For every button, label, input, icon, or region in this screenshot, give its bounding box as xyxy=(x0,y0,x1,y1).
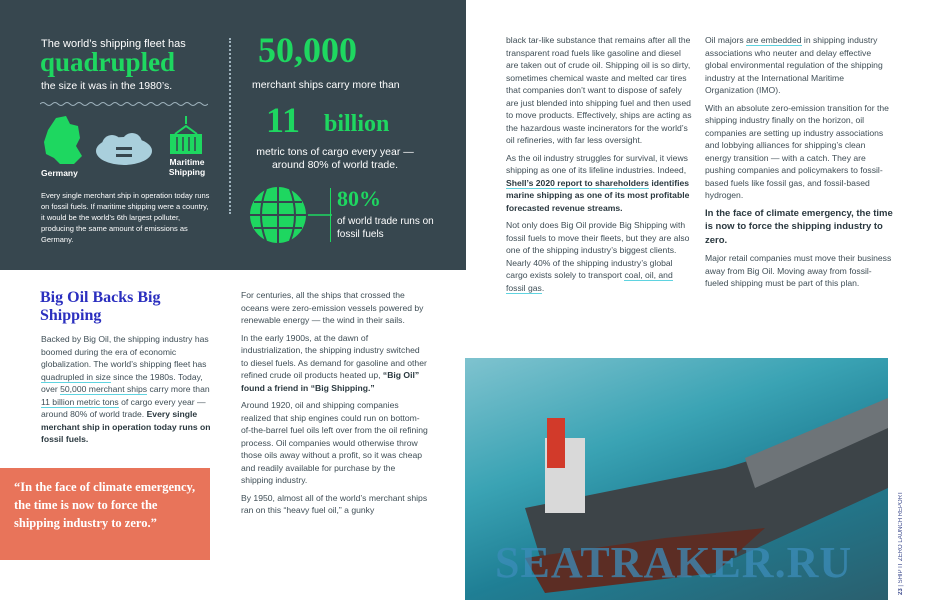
text: Oil majors xyxy=(705,35,747,45)
vertical-divider xyxy=(229,38,231,214)
quote-text: “In the face of climate emergency, the time is now to force the shipping industry to zero.” xyxy=(14,480,196,530)
link-metric-tons[interactable]: 11 billion metric tons xyxy=(41,396,119,407)
trade-text: of world trade runs on fossil fuels xyxy=(337,216,434,240)
bold-text: Every single merchant ship in operation today runs on fossil fuels. xyxy=(41,409,211,444)
page-number: 23 xyxy=(898,588,904,595)
trade-pct: 80% xyxy=(337,186,381,211)
fleet-outro: the size it was in the 1980’s. xyxy=(41,80,173,92)
text: carry more than xyxy=(147,384,210,394)
link-shell-report[interactable]: Shell’s 2020 report to shareholders xyxy=(506,177,649,188)
wave-divider xyxy=(40,100,208,108)
emissions-text: Every single merchant ship in operation today runs on fossil fuels. If maritime shipping were a country, it would be the world’s 6th largest polluter, producing the same amount of emissions as Germany. xyxy=(41,191,210,244)
link-embedded[interactable]: are embedded xyxy=(746,35,802,45)
cargo-unit: billion xyxy=(324,111,390,137)
pull-statement: In the face of climate emergency, the time is now to force the shipping industry to zero. xyxy=(705,207,893,246)
oil-tanker-photo xyxy=(465,358,888,600)
text: As the oil industry struggles for survival, it views shipping as one of its lifeline industries. Indeed, xyxy=(506,152,688,175)
text: in shipping industry associations who neuter and delay effective global environmental regulation of the shipping industry at the International Maritime Organization (IMO). xyxy=(705,35,883,95)
infographic-panel xyxy=(0,0,466,270)
cargo-text: metric tons of cargo every year —around 80% of world trade. xyxy=(256,146,414,171)
bold-text: identifies marine shipping as one of its most profitable forecasted revenue streams. xyxy=(506,177,690,213)
text: . xyxy=(541,282,545,293)
paragraph: Around 1920, oil and shipping companies realized that ship engines could run on bottom-of-the-barrel fuel oils left over from the oil refining process. Oil companies would otherwise throw those oils away without a profit, so it was cheap and readily available for purchase by the shipping industry. xyxy=(241,400,428,485)
paragraph: black tar-like substance that remains after all the transparent road fuels like gasoline and diesel are taken out of crude oil. Shipping oil is so dirty, sometimes chemical waste and melted car tires that companies don’t want to dispose of safely are just blended into shipping fuel and then used to move products. Effectively, ships are acting as the hazardous waste incinerators for the world’s oil refineries, with far less oversight. xyxy=(506,35,692,145)
pull-quote xyxy=(0,468,210,560)
globe-icon xyxy=(246,186,336,244)
maritime-label: Maritime Shipping xyxy=(168,157,206,177)
fleet-intro: The world’s shipping fleet has xyxy=(41,38,186,50)
link-merchant-ships[interactable]: 50,000 merchant ships xyxy=(60,384,148,394)
paragraph: By 1950, almost all of the world’s merchant ships ran on this “heavy fuel oil,” a gunky xyxy=(241,492,428,515)
article-title: Big Oil Backs Big Shipping xyxy=(40,289,161,324)
paragraph xyxy=(506,152,694,215)
shipping-container-icon xyxy=(167,116,205,154)
ships-text: merchant ships carry more than xyxy=(252,79,400,91)
text: In the early 1900s, at the dawn of industrialization, the shipping industry switched to diesel fuels. As demand for gasoline and other refined crude oil products heated up, xyxy=(241,332,427,380)
germany-map-icon xyxy=(42,116,84,166)
column-3 xyxy=(506,34,694,299)
cargo-number: 11 xyxy=(266,100,301,140)
text: Not only does Big Oil provide Big Shipping with fossil fuels to move their fleets, but they are also one of the shipping industry’s biggest clients. Nearly 40% of the shipping industry’s global cargo exists solely to transport xyxy=(506,220,690,280)
column-2 xyxy=(241,289,429,522)
link-quadrupled[interactable]: quadrupled in size xyxy=(41,371,111,382)
paragraph xyxy=(506,219,694,294)
paragraph: For centuries, all the ships that crossed the oceans were zero-emission vessels powered by renewable energy — the wind in their sails. xyxy=(241,290,424,325)
text: of cargo every year — around 80% of world trade. xyxy=(41,396,206,419)
stat-rule xyxy=(330,188,331,242)
paragraph: Major retail companies must move their business away from Big Oil. Moving away from fossil-fueled shipping must be part of this plan. xyxy=(705,253,892,288)
column-1 xyxy=(41,333,219,446)
text: since the 1980s. Today, over xyxy=(41,371,203,394)
germany-label: Germany xyxy=(41,168,78,178)
watermark: SEATRAKER.RU xyxy=(495,538,853,587)
page-footer: 23 | SHIP IT ZERO LAUNCH REPORT xyxy=(898,491,904,595)
paragraph xyxy=(705,34,893,97)
ship-illustration xyxy=(465,358,888,600)
column-4 xyxy=(705,34,893,295)
ships-number: 50,000 xyxy=(258,30,357,70)
link-coal-oil-gas[interactable]: coal, oil, and fossil gas xyxy=(506,270,673,293)
paragraph: With an absolute zero-emission transition for the shipping industry finally on the horizon, oil companies are setting up industry associations and lobbying alliances for shipping’s clean energy transition — with a catch. They are pushing companies and policymakers to fossil-based fuels like fossil gas, and fossil-based hydrogen. xyxy=(705,102,889,200)
fleet-highlight: quadrupled xyxy=(40,47,176,77)
text: Backed by Big Oil, the shipping industry has boomed during the era of economic globalization. The world’s shipping fleet has xyxy=(41,334,209,369)
report-name: SHIP IT ZERO LAUNCH REPORT xyxy=(898,491,904,584)
bold-text: “Big Oil” found a friend in “Big Shipping.” xyxy=(241,370,420,393)
equals-cloud-icon xyxy=(94,133,154,167)
paragraph xyxy=(241,332,429,395)
